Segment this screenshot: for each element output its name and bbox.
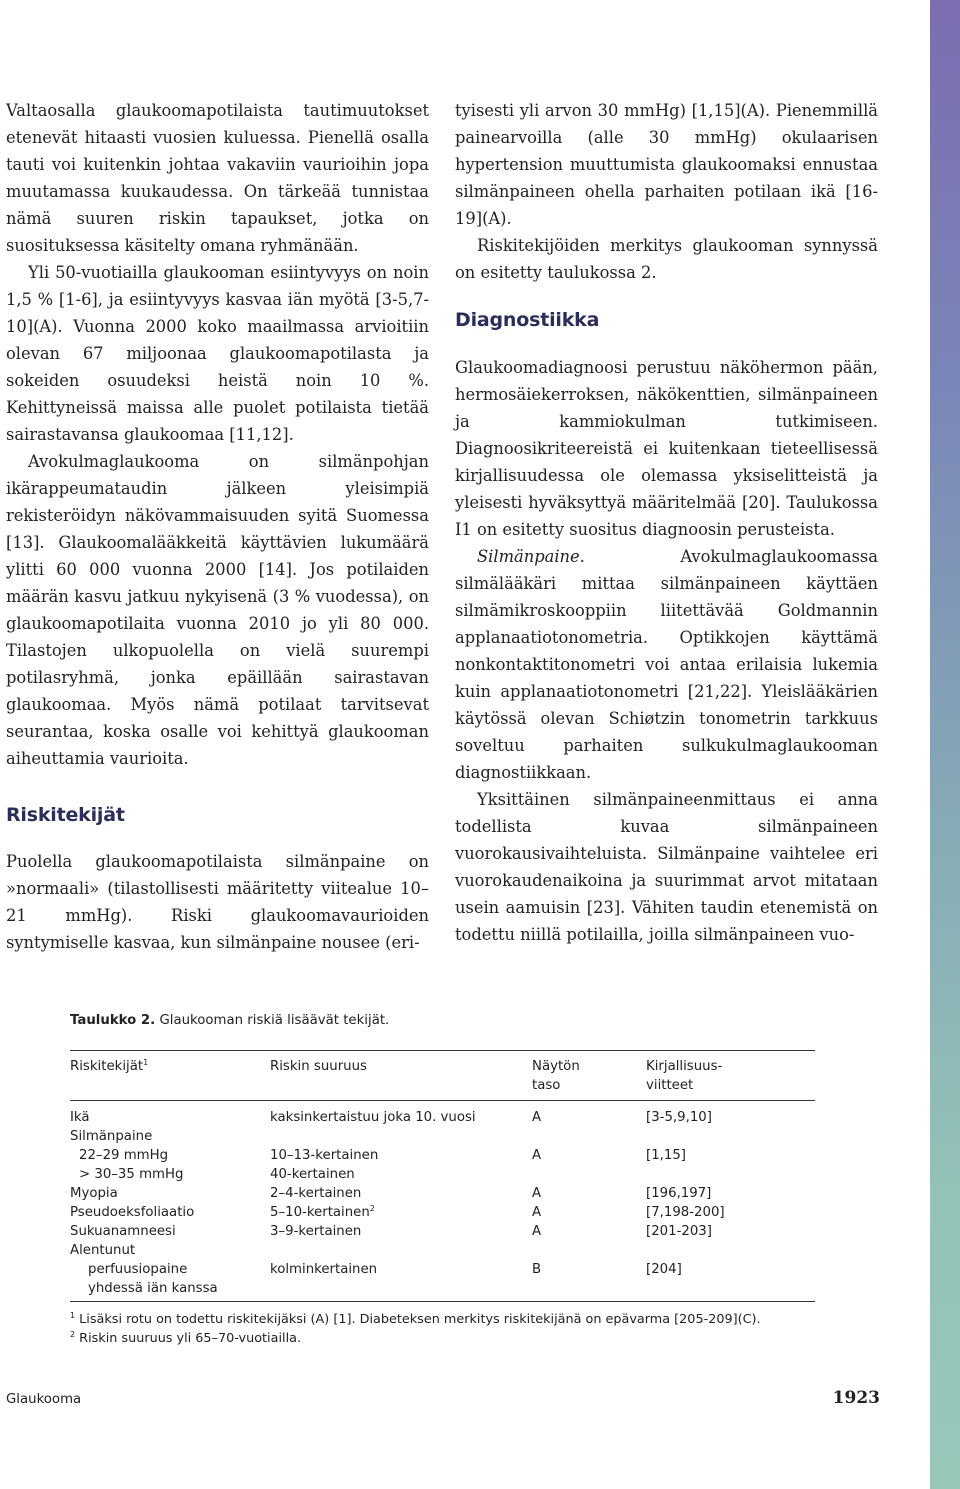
page-number: 1923 xyxy=(832,1388,880,1408)
table-cell-refs: [196,197] xyxy=(646,1186,712,1201)
paragraph: Avokulmaglaukooma on silmänpohjan ikärappeumataudin jälkeen yleisimpiä rekisteröidyn näkövammaisuuden syitä Suomessa [13]. Glaukoomalääkkeitä käyttävien lukumäärä ylitti 60 000 vuonna 2000 [14]. Jos potilaiden määrän kasvu jatkuu nykyisenä (3 % vuodessa), on glaukoomapotilaita vuonna 2010 jo yli 80 000. Tilastojen ulkopuolella on vielä suurempi potilasryhmä, jonka epäillään sairastavan glaukoomaa. Myös nämä potilaat tarvitsevat seurantaa, koska osalle voi kehittyä glaukooman aiheuttamia vaurioita. xyxy=(6,452,429,768)
table-cell-refs: [201-203] xyxy=(646,1224,712,1239)
table-top-rule xyxy=(70,1050,815,1051)
table-cell-size: 40-kertainen xyxy=(270,1167,355,1182)
table-cell-size: 3–9-kertainen xyxy=(270,1224,362,1239)
paragraph: Yksittäinen silmänpaineenmittaus ei anna todellista kuvaa silmänpaineen vuorokausivaihteluista. Silmänpaine vaihtelee eri vuorokaudenaikoina ja suurimmat arvot mitataan usein aamuisin [23]. Vähiten taudin etenemistä on todettu niillä potilailla, joilla silmänpaineen vuo- xyxy=(455,790,878,944)
table-cell-level: B xyxy=(532,1262,542,1277)
table-header-nayton-taso: Näytön taso xyxy=(532,1059,580,1093)
run-in-heading: Silmänpaine. xyxy=(477,547,585,566)
table-cell-level: A xyxy=(532,1110,542,1125)
table-cell-size: 10–13-kertainen xyxy=(270,1148,379,1163)
table-cell-size: 2–4-kertainen xyxy=(270,1186,362,1201)
table-cell-factor: 22–29 mmHg xyxy=(79,1148,169,1163)
table-caption-text: Glaukooman riskiä lisäävät tekijät. xyxy=(159,1013,390,1028)
table-cell-factor: Sukuanamneesi xyxy=(70,1224,176,1239)
table-cell-refs: [1,15] xyxy=(646,1148,686,1163)
table-cell-factor: Silmänpaine xyxy=(70,1129,153,1144)
table-cell-factor: Pseudoeksfoliaatio xyxy=(70,1205,195,1220)
paragraph: Valtaosalla glaukoomapotilaista tautimuutokset etenevät hitaasti vuosien kuluessa. Pienellä osalla tauti voi kuitenkin johtaa vakaviin vaurioihin jopa muutamassa kuukaudessa. On tärkeää tunnistaa nämä suuren riskin tapaukset, jotka on suosituksessa käsitelty omana ryhmänään. xyxy=(6,101,429,255)
table-caption-label: Taulukko 2. xyxy=(70,1013,156,1028)
paragraph: tyisesti yli arvon 30 mmHg) [1,15](A). Pienemmillä painearvoilla (alle 30 mmHg) okulaarisen hypertension muuttumista glaukoomaksi ennustaa silmänpaineen ohella parhaiten potilaan ikä [16-19](A). xyxy=(455,101,878,228)
left-column xyxy=(6,97,429,956)
table-header-riskitekijat: Riskitekijät$^1$ xyxy=(70,1058,149,1074)
table-cell-level: A xyxy=(532,1224,542,1239)
section-heading-diagnostiikka: Diagnostiikka xyxy=(455,309,600,331)
section-heading-riskitekijat: Riskitekijät xyxy=(6,804,125,826)
table-header-rule xyxy=(70,1100,815,1101)
table-cell-size: kaksinkertaistuu joka 10. vuosi xyxy=(270,1110,476,1125)
decorative-side-bar xyxy=(930,0,960,1489)
right-column xyxy=(455,97,878,948)
table-cell-refs: [204] xyxy=(646,1262,682,1277)
paragraph-silmanpaine xyxy=(455,543,878,786)
paragraph: Glaukoomadiagnoosi perustuu näköhermon pään, hermosäiekerroksen, näkökenttien, silmänpaineen ja kammiokulman tutkimiseen. Diagnoosikriteereistä ei kuitenkaan tieteellisessä kirjallisuudessa ole olemassa yksiselitteistä ja yleisesti hyväksyttyä määritelmää [20]. Taulukossa I1 on esitetty suositus diagnoosin perusteista. xyxy=(455,358,878,539)
running-footer-title: Glaukooma xyxy=(6,1392,82,1407)
table-cell-level: A xyxy=(532,1186,542,1201)
table-cell-level: A xyxy=(532,1148,542,1163)
table-cell-level: A xyxy=(532,1205,542,1220)
table-cell-factor: perfuusiopaine xyxy=(88,1262,188,1277)
table-cell-refs: [7,198-200] xyxy=(646,1205,725,1220)
table-header-kirjallisuusviitteet: Kirjallisuus- viitteet xyxy=(646,1059,723,1093)
table-header-riskin-suuruus: Riskin suuruus xyxy=(270,1059,367,1074)
table-cell-factor: Alentunut xyxy=(70,1243,136,1258)
table-bottom-rule xyxy=(70,1301,815,1302)
table-cell-factor: yhdessä iän kanssa xyxy=(88,1281,218,1296)
table-cell-factor: Ikä xyxy=(70,1110,90,1125)
table-cell-size: 5–10-kertainen$^2$ xyxy=(270,1204,375,1220)
paragraph: Riskitekijöiden merkitys glaukooman synnyssä on esitetty taulukossa 2. xyxy=(455,236,878,282)
paragraph: Puolella glaukoomapotilaista silmänpaine on »normaali» (tilastollisesti määritetty viitealue 10–21 mmHg). Riski glaukoomavaurioiden syntymiselle kasvaa, kun silmänpaine nousee (eri- xyxy=(6,852,429,952)
table-cell-refs: [3-5,9,10] xyxy=(646,1110,712,1125)
table-cell-size: kolminkertainen xyxy=(270,1262,378,1277)
table-footnote-2: $^2$ Riskin suuruus yli 65–70-vuotiailla. xyxy=(70,1330,302,1346)
paragraph-text: Avokulmaglaukoomassa silmälääkäri mittaa silmänpaineen käyttäen silmämikroskooppiin liitettävää Goldmannin applanaatiotonometria. Optikkojen käyttämä nonkontaktitonometri voi antaa erilaisia lukemia kuin applanaatiotonometri [21,22]. Yleislääkärien käytössä olevan Schiøtzin tonometrin tarkkuus soveltuu parhaiten sulkukulmaglaukooman diagnostiikkaan. xyxy=(455,547,878,782)
table-footnote-1: $^1$ Lisäksi rotu on todettu riskitekijäksi (A) [1]. Diabeteksen merkitys riskitekijänä on epävarma [205-209](C). xyxy=(70,1311,761,1327)
table-cell-factor: Myopia xyxy=(70,1186,118,1201)
paragraph: Yli 50-vuotiailla glaukooman esiintyvyys on noin 1,5 % [1-6], ja esiintyvyys kasvaa iän myötä [3-5,7-10](A). Vuonna 2000 koko maailmassa arvioitiin olevan 67 miljoonaa glaukoomapotilasta ja sokeiden osuudeksi heistä noin 10 %. Kehittyneissä maissa alle puolet potilaista tietää sairastavansa glaukoomaa [11,12]. xyxy=(6,263,429,444)
table-cell-factor: > 30–35 mmHg xyxy=(79,1167,184,1182)
table-caption xyxy=(70,1013,815,1028)
